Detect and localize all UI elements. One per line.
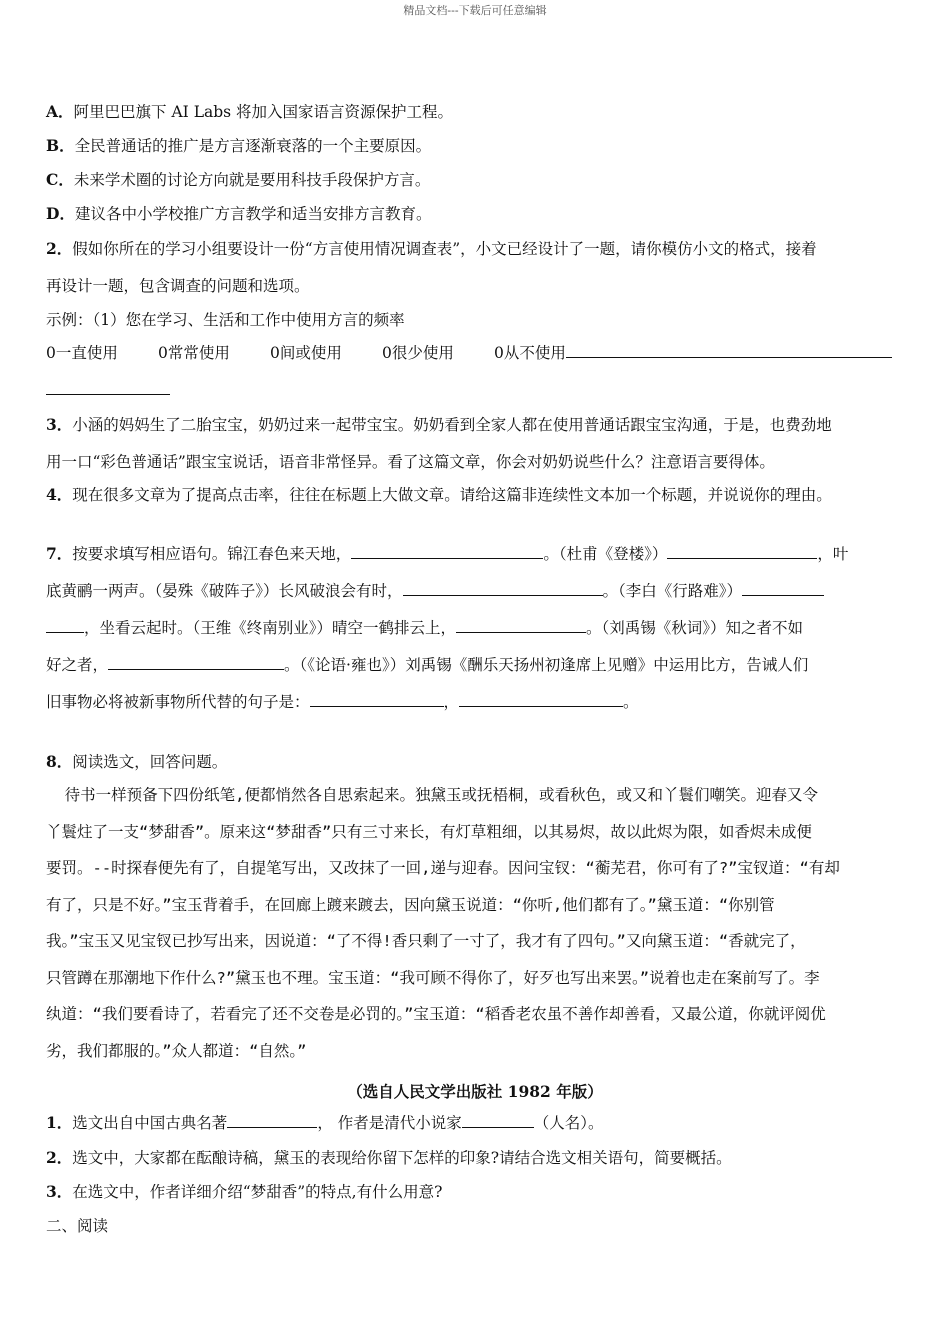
q7-number: 7． [46, 544, 73, 563]
q8-sub1-blank-2[interactable] [462, 1113, 534, 1128]
option-b-text: 全民普通话的推广是方言逐渐衰落的一个主要原因。 [74, 137, 432, 155]
q8-excerpt [46, 777, 904, 1069]
q8-title [46, 752, 227, 772]
option-a [46, 102, 453, 122]
q7-blank-4-cont[interactable] [46, 618, 84, 633]
q2-choice-5: 0从不使用 [494, 344, 566, 362]
q8-sub1-text-a: 选文出自中国古典名著 [72, 1114, 228, 1132]
q7-line5 [46, 692, 639, 712]
q2-answer-blank[interactable] [566, 343, 892, 358]
q7-line2 [46, 581, 824, 601]
q7-text-1c: ，叶 [817, 545, 849, 563]
q2-choice-1: 0一直使用 [46, 344, 118, 362]
option-d-label: D． [46, 204, 75, 223]
q7-blank-1[interactable] [351, 544, 543, 559]
q4-text-1: 现在很多文章为了提高点击率，往往在标题上大做文章。请给这篇非连续性文本加一个标题，并说说你的理由。 [72, 486, 832, 504]
option-d-text: 建议各中小学校推广方言教学和适当安排方言教育。 [74, 205, 432, 223]
q7-text-4b: 。（《论语·雍也》）刘禹锡《酬乐天扬州初逢席上见赠》中运用比方，告诫人们 [284, 656, 809, 674]
q8-sub3-text: 在选文中，作者详细介绍“梦甜香”的特点,有什么用意? [72, 1183, 443, 1201]
q2-blank-line2 [46, 380, 170, 400]
q7-blank-4[interactable] [742, 581, 824, 596]
q8-sub1 [46, 1113, 604, 1133]
option-b [46, 136, 431, 156]
q7-blank-3[interactable] [403, 581, 603, 596]
q8-sub2-number: 2． [46, 1148, 73, 1167]
q8-number: 8． [46, 752, 73, 771]
q7-line3 [46, 618, 803, 638]
q8-sub1-text-c: （人名）。 [533, 1114, 604, 1132]
q3-line2: 用一口“彩色普通话”跟宝宝说话，语音非常怪异。看了这篇文章，你会对奶奶说些什么？注意语言要得体。 [46, 453, 775, 471]
option-b-label: B． [46, 136, 75, 155]
option-d [46, 204, 431, 224]
option-a-text: 阿里巴巴旗下 AI Labs 将加入国家语言资源保护工程。 [73, 103, 454, 121]
q7-text-2a: 底黄鹂一两声。（晏殊《破阵子》）长风破浪会有时， [46, 582, 403, 600]
option-c [46, 170, 430, 190]
q3-number: 3． [46, 415, 73, 434]
q2-line2: 再设计一题，包含调查的问题和选项。 [46, 277, 310, 295]
q8-sub2 [46, 1148, 732, 1168]
q2-choice-3: 0间或使用 [270, 344, 342, 362]
q7-text-3a: ，坐看云起时。（王维《终南别业》）晴空一鹤排云上， [84, 619, 457, 637]
q2-answer-blank-2[interactable] [46, 380, 170, 395]
q7-text-1a: 按要求填写相应语句。锦江春色来天地， [72, 545, 352, 563]
q7-text-2b: 。（李白《行路难》） [602, 582, 743, 600]
excerpt-line: 丫鬟炷了一支“梦甜香”。原来这“梦甜香”只有三寸来长，有灯草粗细，以其易烬，故以此烬为限，如香烬未成便 [46, 822, 812, 841]
excerpt-line: 只管蹲在那潮地下作什么?”黛玉也不理。宝玉道：“我可顾不得你了，好歹也写出来罢。”说着也走在案前写了。李 [46, 968, 820, 987]
excerpt-line: 有了，只是不好。”宝玉背着手，在回廊上踱来踱去，因向黛玉说道：“你听,他们都有了。”黛玉道：“你别管 [46, 895, 775, 914]
q8-sub1-number: 1． [46, 1113, 73, 1132]
excerpt-line: 我。”宝玉又见宝钗已抄写出来，因说道：“了不得!香只剩了一寸了，我才有了四句。”又向黛玉道：“香就完了， [46, 932, 806, 950]
q8-sub3-number: 3． [46, 1182, 73, 1201]
q4-line1 [46, 485, 832, 505]
section-heading: 二、阅读 [46, 1217, 109, 1235]
q7-text-5b: ， [443, 693, 460, 711]
option-c-text: 未来学术圈的讨论方向就是要用科技手段保护方言。 [73, 171, 431, 189]
q2-choices [46, 343, 904, 363]
q7-blank-2[interactable] [667, 544, 817, 559]
q8-sub1-blank-1[interactable] [227, 1113, 317, 1128]
q7-blank-5[interactable] [456, 618, 586, 633]
q7-text-5c: 。 [623, 693, 639, 711]
q7-text-5a: 旧事物必将被新事物所代替的句子是： [46, 693, 310, 711]
option-c-label: C． [46, 170, 74, 189]
excerpt-line: 纨道：“我们要看诗了，若看完了还不交卷是必罚的。”宝玉道：“稻香老农虽不善作却善看，又最公道，你就评阅优 [46, 1005, 826, 1023]
q7-blank-8[interactable] [459, 692, 623, 707]
q8-sub1-text-b: ， 作者是清代小说家 [317, 1114, 462, 1132]
q2-choice-2: 0常常使用 [158, 344, 230, 362]
excerpt-source: （选自人民文学出版社 1982 年版） [347, 1082, 603, 1101]
q2-text-1: 假如你所在的学习小组要设计一份“方言使用情况调查表”，小文已经设计了一题，请你模仿小文的格式，接着 [72, 240, 817, 258]
option-a-label: A． [46, 102, 74, 121]
q2-example: 示例：（1）您在学习、生活和工作中使用方言的频率 [46, 311, 405, 329]
excerpt-line: 劣，我们都服的。”众人都道：“自然。” [46, 1041, 307, 1060]
q7-blank-7[interactable] [310, 692, 444, 707]
q8-sub3 [46, 1182, 442, 1202]
q3-text-1: 小涵的妈妈生了二胎宝宝，奶奶过来一起带宝宝。奶奶看到全家人都在使用普通话跟宝宝沟通，于是，也费劲地 [72, 416, 832, 434]
q7-line1 [46, 544, 848, 564]
q4-number: 4． [46, 485, 73, 504]
q8-sub2-text: 选文中，大家都在酝酿诗稿，黛玉的表现给你留下怎样的印象?请结合选文相关语句，简要概括。 [72, 1149, 732, 1167]
q2-line1 [46, 239, 817, 259]
q7-blank-6[interactable] [108, 655, 284, 670]
excerpt-line: 待书一样预备下四份纸笔,便都悄然各自思索起来。独黛玉或抚梧桐，或看秋色，或又和丫鬟们嘲笑。迎春又令 [46, 786, 818, 804]
page-header: 精品文档---下载后可任意编辑 [403, 4, 547, 17]
q2-choice-4: 0很少使用 [382, 344, 454, 362]
q2-number: 2． [46, 239, 73, 258]
q3-line1 [46, 415, 832, 435]
q7-text-4a: 好之者， [46, 656, 109, 674]
q7-line4 [46, 655, 808, 675]
q8-title-text: 阅读选文，回答问题。 [72, 753, 228, 771]
excerpt-line: 要罚。--时探春便先有了，自提笔写出，又改抹了一回,递与迎春。因问宝钗：“蘅芜君，你可有了?”宝钗道：“有却 [46, 859, 840, 877]
q7-text-3b: 。（刘禹锡《秋词》）知之者不如 [586, 619, 804, 637]
q7-text-1b: 。（杜甫《登楼》） [543, 545, 668, 563]
